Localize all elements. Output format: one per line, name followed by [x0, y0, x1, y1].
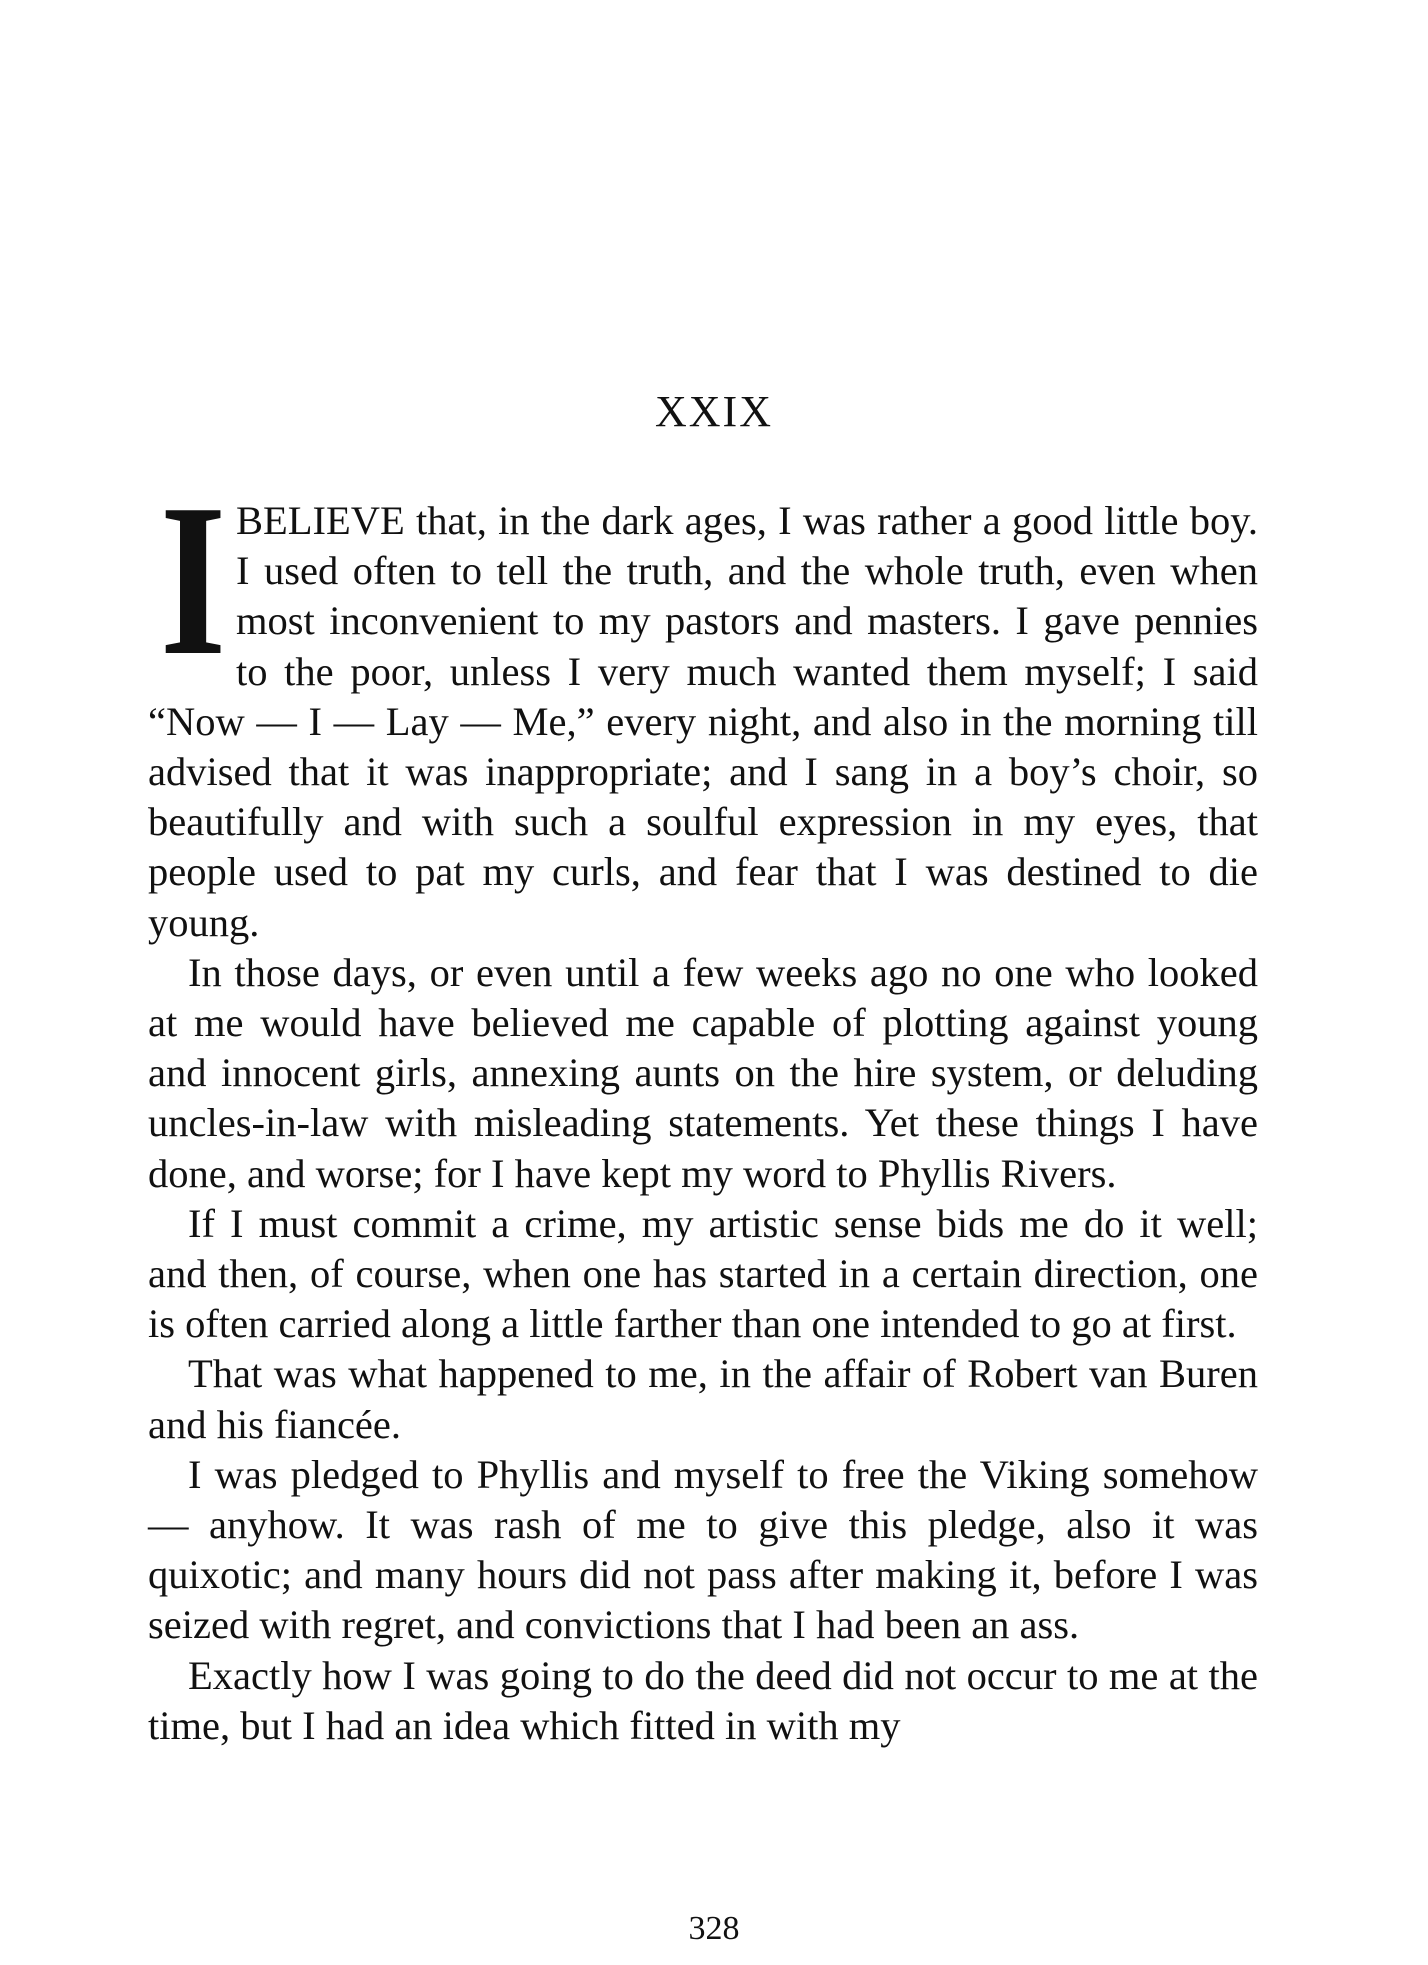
body-text: [148, 460, 1258, 1751]
paragraph-1: [148, 460, 1258, 948]
paragraph-5: [148, 1450, 1258, 1651]
chapter-heading: XXIX: [655, 387, 773, 436]
drop-cap-container: [148, 460, 236, 701]
paragraph-2: [148, 948, 1258, 1199]
paragraph-text: That was what happened to me, in the affair of Robert van Buren and his fiancée.: [148, 1351, 1258, 1447]
paragraph-3: [148, 1199, 1258, 1350]
paragraph-text: BELIEVE that, in the dark ages, I was rather a good little boy. I used often to tell the truth, and the whole truth, even when most inconvenient to my pastors and masters. I gave pennies to the poor, unless I very much wanted them myself; I said “Now — I — Lay — Me,” every night, and also in the morning till advised that it was inappropriate; and I sang in a boy’s choir, so beautifully and with such a soulful expression in my eyes, that people used to pat my curls, and fear that I was destined to die young.: [148, 498, 1258, 945]
paragraph-4: [148, 1349, 1258, 1449]
paragraph-text: Exactly how I was going to do the deed did not occur to me at the time, but I had an idea which fitted in with my: [148, 1652, 1258, 1748]
page-number: 328: [688, 1910, 740, 1947]
paragraph-text: If I must commit a crime, my artistic sense bids me do it well; and then, of course, when one has started in a certain direction, one is often carried along a little farther than one intended to go at first.: [148, 1200, 1258, 1347]
paragraph-6: [148, 1651, 1258, 1751]
paragraph-text: I was pledged to Phyllis and myself to free the Viking somehow — anyhow. It was rash of me to give this pledge, also it was quixotic; and many hours did not pass after making it, before I was seized with regret, and convictions that I had been an ass.: [148, 1451, 1258, 1648]
drop-cap: I: [160, 460, 227, 701]
paragraph-text: In those days, or even until a few weeks ago no one who looked at me would have believed me capable of plotting against young and innocent girls, annexing aunts on the hire system, or deluding uncles-in-law with misleading statements. Yet these things I have done, and worse; for I have kept my word to Phyllis Rivers.: [148, 949, 1258, 1196]
